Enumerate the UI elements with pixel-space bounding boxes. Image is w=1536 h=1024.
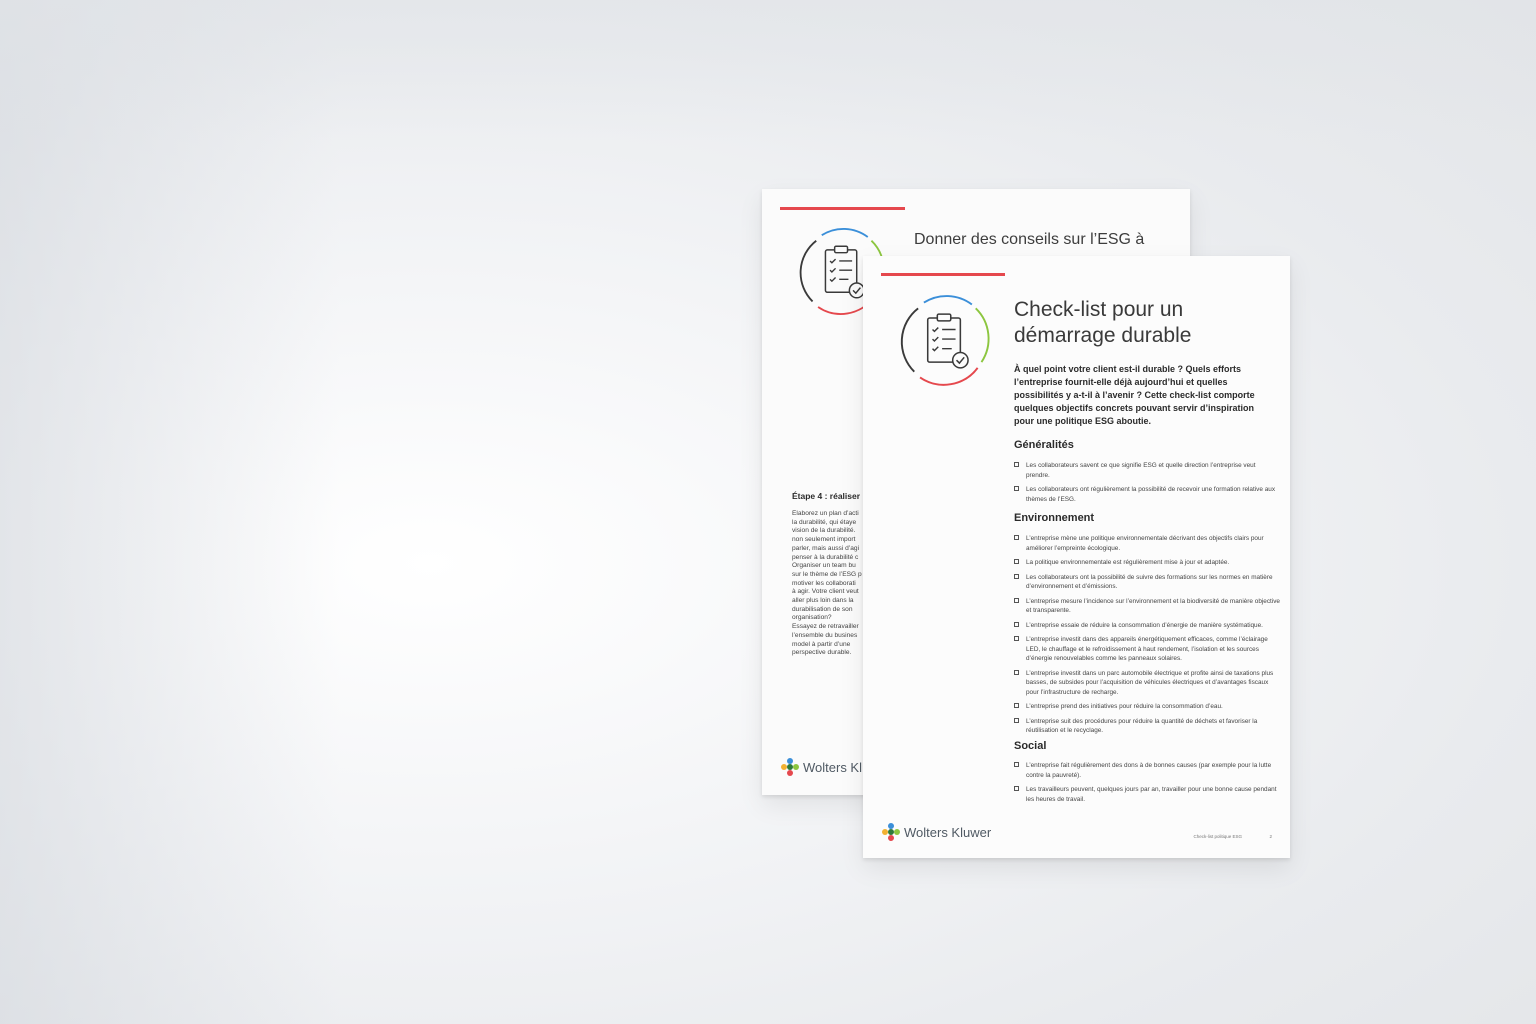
body-line: durabilisation de son [792,605,853,613]
wolters-kluwer-logo-icon [780,757,800,777]
body-line: à agir. Votre client veut [792,588,859,596]
page-number: 2 [1269,834,1272,839]
body-line: model à partir d’une [792,640,851,648]
wolters-kluwer-logo [881,822,991,842]
body-line: Organiser un team bu [792,562,856,570]
body-line: organisation? [792,614,832,622]
checkbox-icon [1014,786,1019,791]
section-heading-generalites: Généralités [1014,439,1074,451]
checkbox-icon [1014,670,1019,675]
checklist-item: L’entreprise essaie de réduire la consommation d’énergie de manière systématique. [1014,621,1280,631]
body-line: Élaborez un plan d’acti [792,510,859,517]
checklist-environnement [1014,534,1280,741]
checkbox-icon [1014,622,1019,627]
body-line: penser à la durabilité c [792,553,859,561]
body-line: l’ensemble du busines [792,631,858,639]
checklist-item: L’entreprise mène une politique environnementale décrivant des objectifs clairs pour améliorer l’empreinte écologique. [1014,534,1280,553]
body-line: perspective durable. [792,649,852,657]
checklist-social [1014,761,1280,809]
back-page-title: Donner des conseils sur l’ESG à [914,231,1145,248]
section-heading-social: Social [1014,740,1047,752]
back-page-section-heading: Étape 4 : réaliser [792,491,861,501]
body-line: non seulement import [792,536,856,544]
checklist-item: L’entreprise prend des initiatives pour réduire la consommation d’eau. [1014,702,1280,712]
checkbox-icon [1014,598,1019,603]
logo-text: Wolters Kl [803,759,862,775]
body-line: sur le thème de l’ESG p [792,570,862,578]
checkbox-icon [1014,535,1019,540]
page-title: Check-list pour un démarrage durable [1014,298,1192,347]
checklist-item: Les travailleurs peuvent, quelques jours par an, travailler pour une bonne cause pendant les heures de travail. [1014,785,1280,804]
front-page [863,256,1290,858]
checklist-item: L’entreprise investit dans un parc automobile électrique et profite ainsi de taxations plus basses, de subsides pour l’acquisition de véhicules électriques et d’avantages fiscaux pour l’infrastructure de recharge. [1014,669,1280,698]
body-line: vision de la durabilité. [792,527,856,535]
checklist-item: L’entreprise suit des procédures pour réduire la quantité de déchets et favoriser la réutilisation et le recyclage. [1014,717,1280,736]
footer-label: Check-list politique ESG [1193,834,1242,839]
wolters-kluwer-logo [780,757,862,777]
background-shade-top [0,0,1536,140]
wolters-kluwer-logo-icon [881,822,901,842]
checklist-item: Les collaborateurs savent ce que signifie ESG et quelle direction l’entreprise veut prendre. [1014,461,1280,480]
body-line: parler, mais aussi d’agi [792,544,860,552]
checkbox-icon [1014,462,1019,467]
body-line: motiver les collaborati [792,579,856,587]
checkbox-icon [1014,559,1019,564]
checkbox-icon [1014,703,1019,708]
logo-text: Wolters Kluwer [904,824,992,840]
back-page-body [792,510,867,658]
red-accent-rule [881,273,1005,276]
body-line: la durabilité, qui étaye [792,518,857,526]
body-line: Essayez de retravailler [792,623,859,631]
body-line: aller plus loin dans la [792,597,854,605]
checklist-generalites [1014,461,1280,509]
checklist-item: La politique environnementale est régulièrement mise à jour et adaptée. [1014,558,1280,568]
background-shade-left [0,0,340,1024]
checkbox-icon [1014,762,1019,767]
checkbox-icon [1014,574,1019,579]
checkbox-icon [1014,636,1019,641]
checklist-item: L’entreprise investit dans des appareils énergétiquement efficaces, comme l’éclairage LED, le chauffage et le refroidissement à haut rendement, l’isolation et les sources d’énergie renouvelables comme les panneaux solaires. [1014,635,1280,664]
checklist-item: L’entreprise mesure l’incidence sur l’environnement et la biodiversité de manière objective et transparente. [1014,597,1280,616]
checklist-item: L’entreprise fait régulièrement des dons à de bonnes causes (par exemple pour la lutte contre la pauvreté). [1014,761,1280,780]
checklist-item: Les collaborateurs ont la possibilité de suivre des formations sur les normes en matière d’environnement et d’émissions. [1014,573,1280,592]
red-accent-rule [780,207,905,210]
clipboard-checklist-icon [897,293,993,389]
section-heading-environnement: Environnement [1014,512,1095,524]
checkbox-icon [1014,718,1019,723]
checklist-item: Les collaborateurs ont régulièrement la possibilité de recevoir une formation relative aux thèmes de l’ESG. [1014,485,1280,504]
checkbox-icon [1014,486,1019,491]
intro-paragraph: À quel point votre client est-il durable ? Quels efforts l’entreprise fournit-elle déjà aujourd’hui et quelles possibilités y a-t-il à l’avenir ? Cette check-list comporte quelques objectifs concrets pouvant servir d’inspiration pour une politique ESG aboutie. [1014,364,1255,426]
